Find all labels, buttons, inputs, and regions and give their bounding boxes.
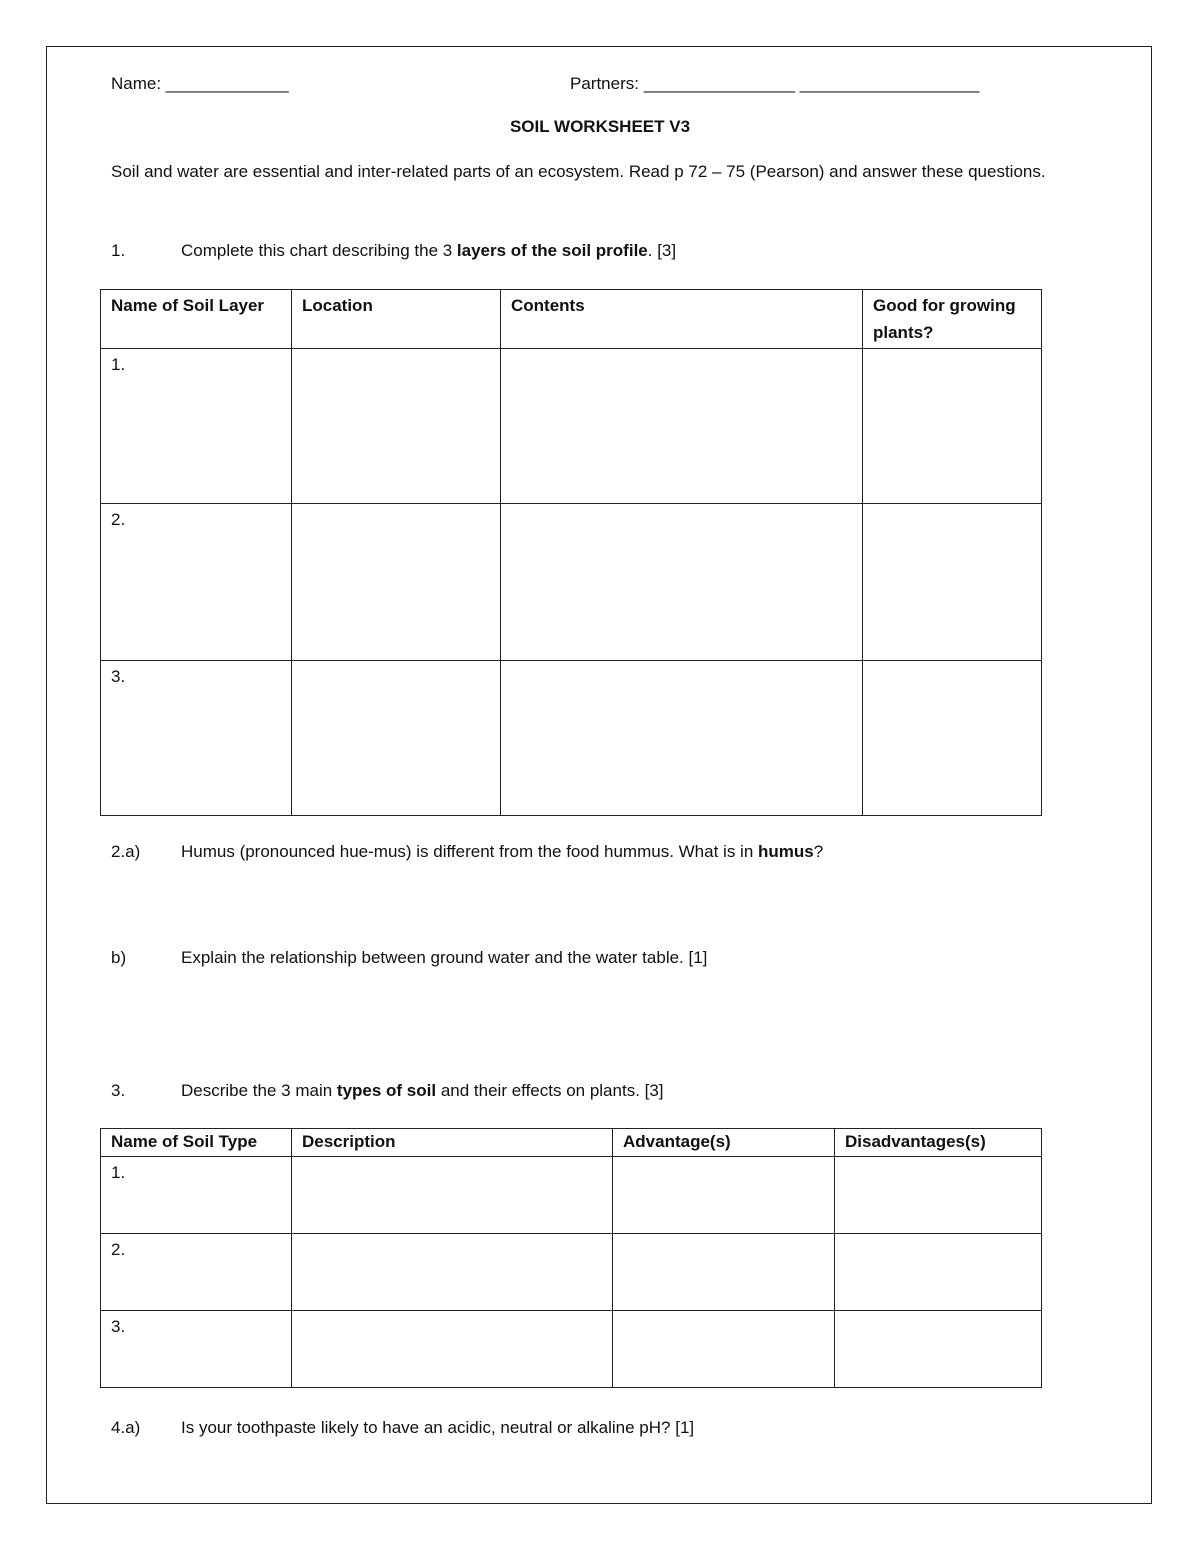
header-contents: Contents: [501, 290, 863, 349]
header-description: Description: [292, 1129, 613, 1157]
answer-cell[interactable]: [292, 1311, 613, 1388]
row-number: 2.: [101, 504, 292, 661]
answer-cell[interactable]: [863, 504, 1042, 661]
answer-cell[interactable]: [292, 1157, 613, 1234]
answer-cell[interactable]: [292, 349, 501, 504]
answer-cell[interactable]: [613, 1157, 835, 1234]
answer-cell[interactable]: [613, 1311, 835, 1388]
table-row: [101, 1234, 1042, 1311]
row-number: 3.: [101, 661, 292, 816]
table-row: [101, 1311, 1042, 1388]
worksheet-title: SOIL WORKSHEET V3: [509, 117, 691, 136]
intro-paragraph: Soil and water are essential and inter-related parts of an ecosystem. Read p 72 – 75 (Pearson) and answer these questions.: [111, 162, 1046, 181]
row-number: 3.: [101, 1311, 292, 1388]
answer-cell[interactable]: [292, 504, 501, 661]
q3-text: Describe the 3 main types of soil and their effects on plants. [3]: [181, 1081, 664, 1100]
answer-cell[interactable]: [835, 1234, 1042, 1311]
row-number: 2.: [101, 1234, 292, 1311]
answer-cell[interactable]: [863, 349, 1042, 504]
row-number: 1.: [101, 1157, 292, 1234]
answer-cell[interactable]: [863, 661, 1042, 816]
answer-cell[interactable]: [292, 661, 501, 816]
table-row: [101, 1157, 1042, 1234]
table-row: [101, 504, 1042, 661]
table-row: [101, 349, 1042, 504]
header-disadvantages: Disadvantages(s): [835, 1129, 1042, 1157]
q4a-number: 4.a): [111, 1418, 141, 1437]
q1-number: 1.: [111, 241, 126, 260]
header-advantages: Advantage(s): [613, 1129, 835, 1157]
soil-layers-table: [100, 289, 1042, 816]
q2a-text: Humus (pronounced hue-mus) is different from the food hummus. What is in humus?: [181, 842, 824, 861]
answer-cell[interactable]: [501, 661, 863, 816]
row-number: 1.: [101, 349, 292, 504]
header-location: Location: [292, 290, 501, 349]
answer-cell[interactable]: [501, 504, 863, 661]
header-good-for-growing-plants: Good for growing plants?: [863, 290, 1042, 349]
q3-number: 3.: [111, 1081, 126, 1100]
answer-cell[interactable]: [501, 349, 863, 504]
answer-cell[interactable]: [292, 1234, 613, 1311]
soil-types-table: [100, 1128, 1042, 1388]
q4a-text: Is your toothpaste likely to have an acidic, neutral or alkaline pH? [1]: [181, 1418, 695, 1437]
header-name-of-soil-layer: Name of Soil Layer: [101, 290, 292, 349]
header-name-of-soil-type: Name of Soil Type: [101, 1129, 292, 1157]
q2b-text: Explain the relationship between ground water and the water table. [1]: [181, 948, 708, 967]
answer-cell[interactable]: [613, 1234, 835, 1311]
q1-text: Complete this chart describing the 3 layers of the soil profile. [3]: [181, 241, 677, 260]
name-field-label: Name: _____________: [111, 74, 289, 93]
q2b-number: b): [111, 948, 127, 967]
table-row: [101, 661, 1042, 816]
answer-cell[interactable]: [835, 1157, 1042, 1234]
q2a-number: 2.a): [111, 842, 141, 861]
answer-cell[interactable]: [835, 1311, 1042, 1388]
partners-field-label: Partners: ________________ ___________________: [570, 74, 980, 93]
